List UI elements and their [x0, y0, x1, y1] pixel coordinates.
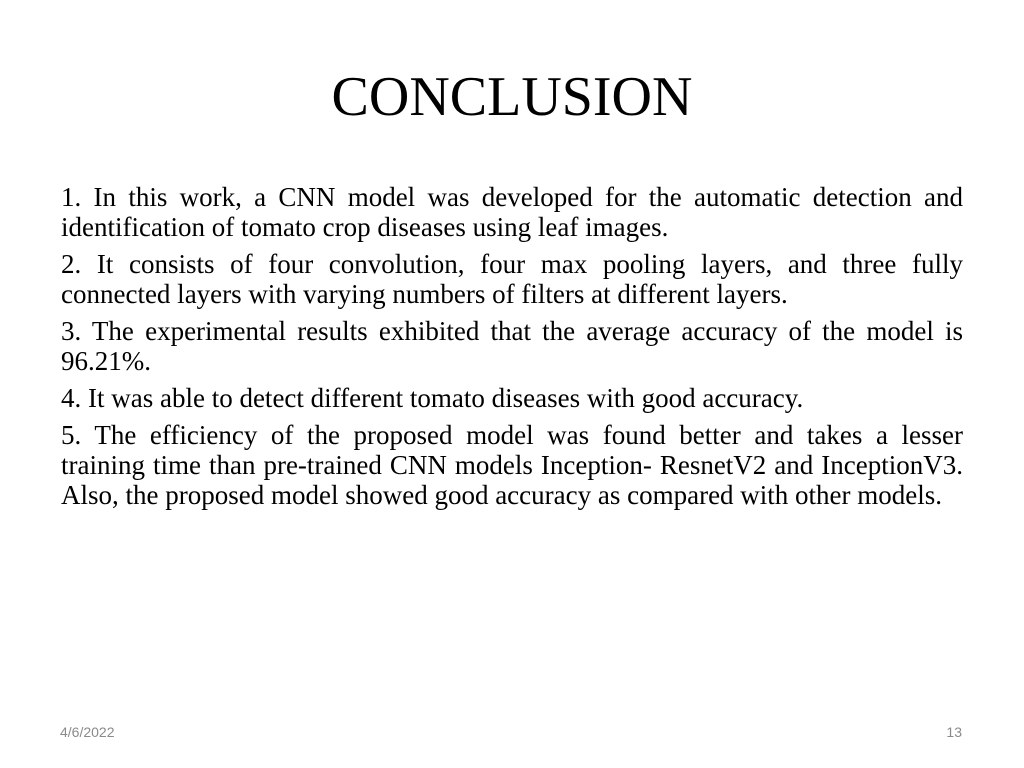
conclusion-point-4: 4. It was able to detect different tomato diseases with good accuracy. [61, 383, 804, 413]
footer-date: 4/6/2022 [60, 724, 115, 740]
slide-body [61, 182, 963, 517]
slide-title: CONCLUSION [331, 66, 693, 128]
conclusion-point-1: 1. In this work, a CNN model was developed for the automatic detection and identification of tomato crop diseases using leaf images. [61, 182, 963, 242]
conclusion-point-5: 5. The efficiency of the proposed model was found better and takes a lesser training time than pre-trained CNN models Inception- ResnetV2 and InceptionV3. Also, the proposed model showed good accuracy as compared with other models. [61, 420, 963, 510]
conclusion-point-3: 3. The experimental results exhibited that the average accuracy of the model is 96.21%. [61, 316, 963, 376]
conclusion-point-2: 2. It consists of four convolution, four max pooling layers, and three fully connected layers with varying numbers of filters at different layers. [61, 249, 963, 309]
page-number: 13 [946, 724, 962, 740]
